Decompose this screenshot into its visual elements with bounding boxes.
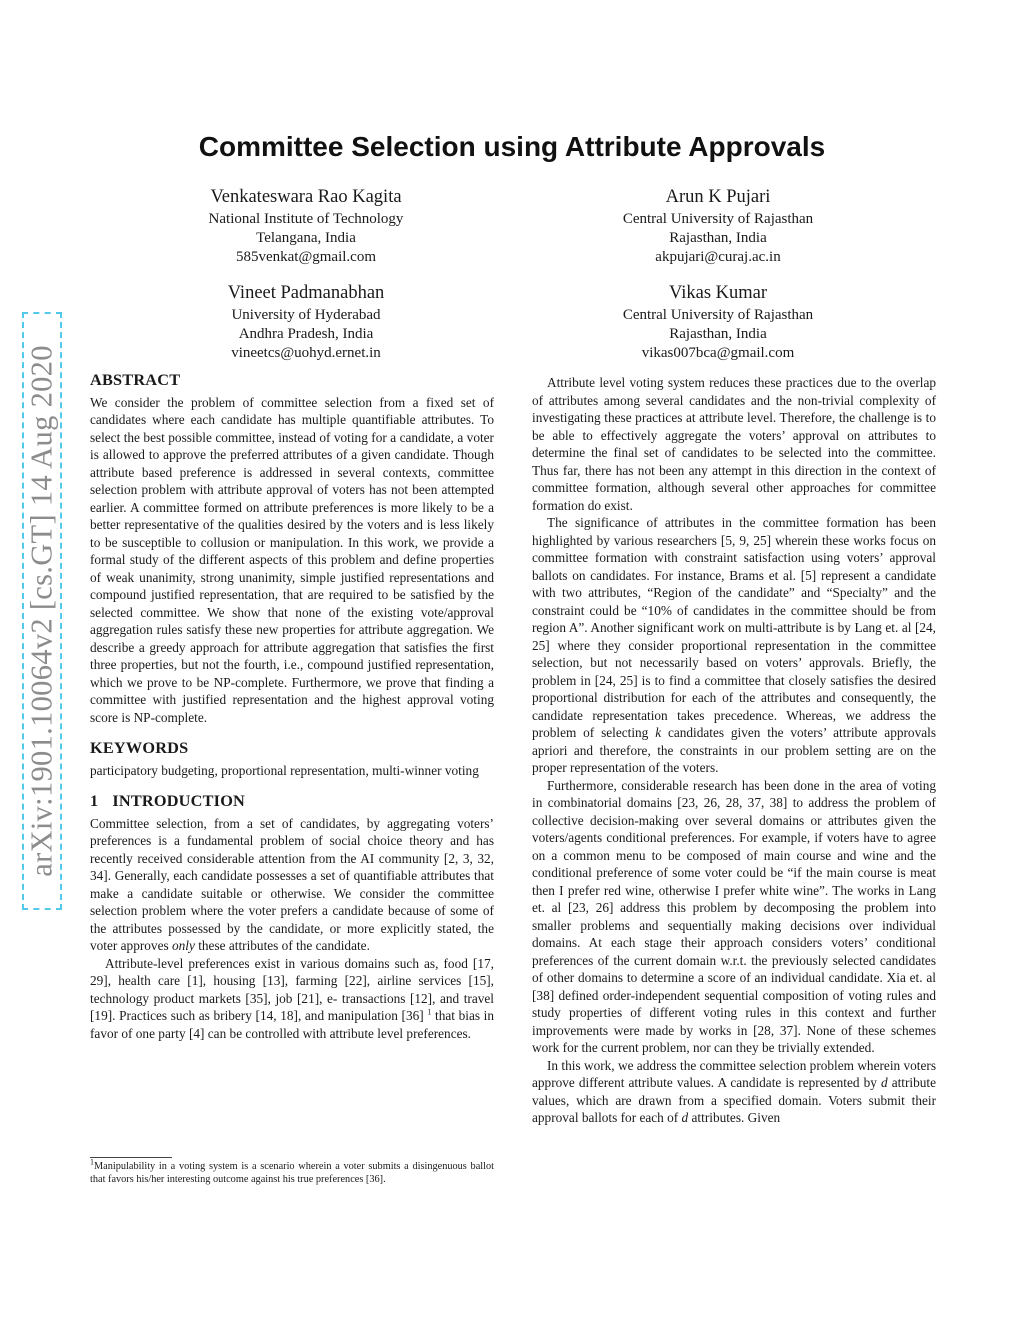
abstract-heading: ABSTRACT <box>90 370 181 389</box>
author-name: Arun K Pujari <box>665 187 771 207</box>
keywords-heading: KEYWORDS <box>90 738 189 757</box>
footnote <box>90 1157 494 1186</box>
keywords-text: participatory budgeting, proportional representation, multi-winner voting <box>90 762 479 778</box>
author-name: Venkateswara Rao Kagita <box>210 187 402 207</box>
author-location: Rajasthan, India <box>669 326 767 342</box>
right-column <box>532 374 936 1127</box>
footnote-text: Manipulability in a voting system is a scenario wherein a voter submits a disingenuous ballot that favors his/her interesting outcome against his true preferences [36]. <box>90 1161 494 1185</box>
author-email[interactable]: vikas007bca@gmail.com <box>641 345 795 361</box>
abstract-text: We consider the problem of committee selection from a fixed set of candidates where each candidate has multiple quantifiable attributes. To select the best possible committee, instead of voting for a candidate, a voter is allowed to approve the preferred attributes of a given candidate. Though attribute based preference is addressed in several contexts, committee selection problem with attribute approval of voters has not been attempted earlier. A committee formed on attribute preferences is more likely to be a better representative of the qualities desired by the voters and is less likely to be susceptible to collusion or manipulation. In this work, we provide a formal study of the different aspects of this problem and define properties of weak unanimity, strong unanimity, simple justified representations and compound justified representation, that are required to be satisfied by the selected committee. We show that none of the existing vote/approval aggregation rules satisfy these new properties for attribute aggregation. We describe a greedy approach for attribute aggregation that satisfies the first three properties, but not the fourth, i.e., compound justified representation, which we prove to be NP-complete. Furthermore, we prove that finding a committee with justified representation and the highest approval voting score is NP-complete. <box>90 394 494 725</box>
intro-paragraph: Attribute level voting system reduces these practices due to the overlap of attributes among several candidates and the non-trivial complexity of investigating these practices at attribute level. Therefore, the challenge is to be able to effectively aggregate the voters’ approval on attributes to determine the final set of candidates to be selected into the committee. Thus far, there has not been any attempt in this direction in the context of committee formation, although several other approaches for committee formation do exist. <box>532 375 936 513</box>
author-block <box>553 281 883 363</box>
author-location: Andhra Pradesh, India <box>238 326 374 342</box>
left-column <box>90 371 494 1042</box>
intro-paragraph: Furthermore, considerable research has been done in the area of voting in combinatorial domains [23, 26, 28, 37, 38] to address the problem of collective decision-making over several domains or attributes given the voters/agents conditional preferences. For example, if voters have to agree on a common menu to be composed of main course and wine and the conditional preference of some voter could be “if the main course is meat then I prefer red wine, otherwise I prefer white wine”. The works in Lang et. al [23, 26] address this problem by decomposing the problem into smaller problems and sequentially making decisions over individual domains. At each stage their approach considers voters’ conditional preferences of the current domain w.r.t. the previously selected candidates of other domains to determine a score of an individual candidate. Xia et. al [38] defined order-independent sequential composition of voting rules and study properties of different voting rules in this context and further improvements were made by works in [28, 37]. None of these schemes work for the current problem, nor can they be trivially extended. <box>532 777 936 1055</box>
author-affiliation: Central University of Rajasthan <box>622 211 814 227</box>
author-email[interactable]: vineetcs@uohyd.ernet.in <box>231 345 381 361</box>
author-block <box>141 281 471 363</box>
author-location: Telangana, India <box>256 230 356 246</box>
section-title: INTRODUCTION <box>112 791 246 810</box>
author-affiliation: University of Hyderabad <box>231 307 381 323</box>
emphasis: only <box>171 938 195 953</box>
paper-title: Committee Selection using Attribute Approvals <box>198 131 826 162</box>
author-location: Rajasthan, India <box>669 230 767 246</box>
footnote-divider <box>90 1157 172 1158</box>
author-email[interactable]: 585venkat@gmail.com <box>235 249 377 265</box>
math-variable: d <box>681 1110 689 1125</box>
author-block <box>141 185 471 267</box>
section-number: 1 <box>90 791 99 810</box>
author-email[interactable]: akpujari@curaj.ac.in <box>655 249 781 265</box>
author-name: Vineet Padmanabhan <box>227 283 385 303</box>
intro-paragraph: In this work, we address the committee selection problem wherein voters approve different attribute values. A candidate is represented by d attribute values, which are drawn from a specified domain. Voters submit their approval ballots for each of d attributes. Given <box>532 1057 937 1125</box>
footnote-number: 1 <box>90 1157 94 1167</box>
arxiv-identifier-stamp <box>22 312 62 910</box>
arxiv-identifier: arXiv:1901.10064v2 [cs.GT] 14 Aug 2020 <box>24 345 59 877</box>
author-name: Vikas Kumar <box>668 283 768 303</box>
math-variable: d <box>880 1075 888 1090</box>
math-variable: k <box>655 725 662 740</box>
author-affiliation: Central University of Rajasthan <box>622 307 814 323</box>
intro-paragraph: Committee selection, from a set of candidates, by aggregating voters’ preferences is a fundamental problem of social choice theory and has recently received considerable attention from the AI community [2, 3, 32, 34]. Generally, each candidate possesses a set of quantifiable attributes that make a candidate suitable or otherwise. We consider the committee selection problem where the voter prefers a candidate because of some of the attributes possessed by the candidate, or more explicitly stated, the voter approves only these attributes of the candidate. <box>90 815 494 953</box>
intro-paragraph: Attribute-level preferences exist in various domains such as, food [17, 29], health care [1], housing [13], farming [22], airline services [15], technology product markets [35], job [21], e- transactions [12], and travel [19]. Practices such as bribery [14, 18], and manipulation [36] $^1$ that bias in favor of one party [4] can be controlled with attribute level preferences. <box>90 955 495 1041</box>
author-block <box>553 185 883 267</box>
introduction-heading <box>90 792 494 810</box>
author-affiliation: National Institute of Technology <box>208 211 404 227</box>
intro-paragraph: The significance of attributes in the committee formation has been highlighted by various researchers [5, 9, 25] wherein these works focus on committee formation with constraint satisfaction using voters’ approval ballots on candidates. For instance, Brams et al. [5] represent a candidate with two attributes, “Region of the candidate” and “Specialty” and the constraint could be “10% of candidates in the committee should be from region A”. Another significant work on multi-attribute is by Lang et. al [24, 25] where they consider proportional representation in the committee selection, but not necessarily based on voters’ approvals. Briefly, the problem in [24, 25] is to find a committee that closely satisfies the desired proportional distribution for each of the attributes and consequently, the candidate representation takes precedence. Whereas, we address the problem of selecting k candidates given the voters’ attribute approvals apriori and therefore, the constraints in our problem setting are on the proper representation of the voters. <box>532 515 936 775</box>
footnote-marker[interactable]: 1 <box>427 1007 432 1017</box>
